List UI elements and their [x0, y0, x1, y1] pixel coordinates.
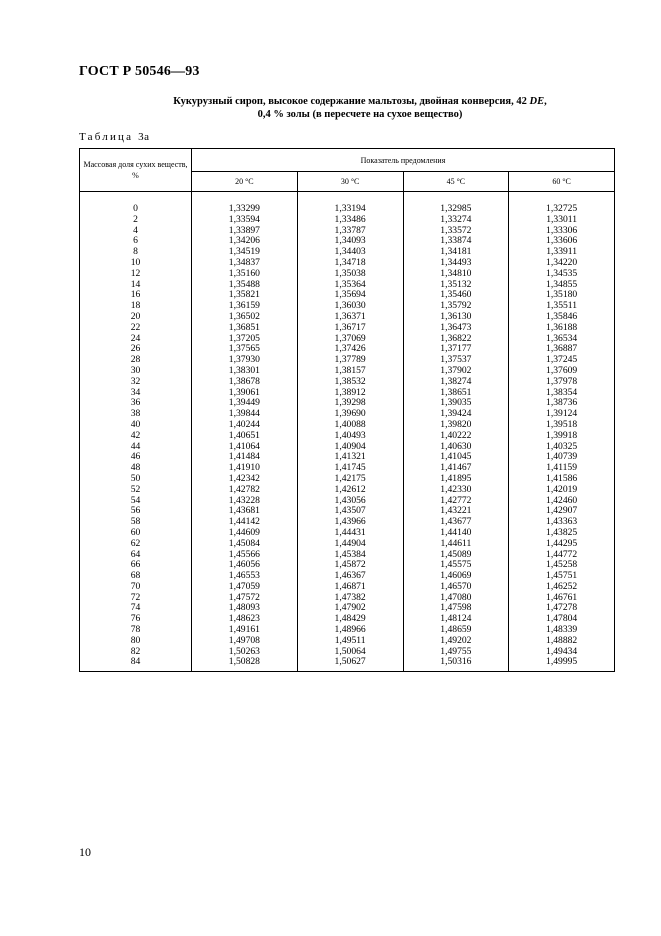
cell-ri-20: 1,47059 — [192, 582, 298, 593]
cell-ri-45: 1,50316 — [403, 657, 509, 671]
cell-ri-45: 1,33572 — [403, 226, 509, 237]
cell-ri-30: 1,44904 — [297, 539, 403, 550]
cell-ri-45: 1,39424 — [403, 409, 509, 420]
table-row — [80, 323, 615, 334]
cell-ri-45: 1,39035 — [403, 398, 509, 409]
table-row — [80, 657, 615, 671]
cell-ri-45: 1,44140 — [403, 528, 509, 539]
cell-ri-60: 1,45258 — [509, 560, 615, 571]
table-row — [80, 377, 615, 388]
cell-ri-30: 1,50627 — [297, 657, 403, 671]
cell-ri-20: 1,35488 — [192, 280, 298, 291]
table-label-number: 3а — [138, 131, 150, 143]
cell-dry-matter: 36 — [80, 398, 192, 409]
cell-dry-matter: 18 — [80, 301, 192, 312]
cell-dry-matter: 4 — [80, 226, 192, 237]
cell-dry-matter: 46 — [80, 452, 192, 463]
cell-dry-matter: 24 — [80, 334, 192, 345]
cell-dry-matter: 70 — [80, 582, 192, 593]
cell-ri-60: 1,45751 — [509, 571, 615, 582]
caption-line-1-end: , — [544, 96, 547, 107]
cell-dry-matter: 44 — [80, 442, 192, 453]
cell-ri-20: 1,39061 — [192, 388, 298, 399]
cell-dry-matter: 26 — [80, 344, 192, 355]
table-label — [79, 131, 150, 143]
table-row — [80, 485, 615, 496]
cell-dry-matter: 34 — [80, 388, 192, 399]
table-row — [80, 431, 615, 442]
cell-ri-60: 1,40325 — [509, 442, 615, 453]
cell-ri-30: 1,41321 — [297, 452, 403, 463]
cell-ri-30: 1,40904 — [297, 442, 403, 453]
table-row — [80, 269, 615, 280]
cell-ri-30: 1,45384 — [297, 550, 403, 561]
cell-ri-45: 1,38274 — [403, 377, 509, 388]
cell-ri-45: 1,40630 — [403, 442, 509, 453]
caption-line-1 — [100, 95, 620, 108]
cell-ri-30: 1,36030 — [297, 301, 403, 312]
cell-ri-30: 1,34718 — [297, 258, 403, 269]
cell-ri-45: 1,37902 — [403, 366, 509, 377]
cell-ri-30: 1,46367 — [297, 571, 403, 582]
cell-ri-45: 1,40222 — [403, 431, 509, 442]
cell-ri-20: 1,34206 — [192, 236, 298, 247]
cell-ri-60: 1,35180 — [509, 290, 615, 301]
cell-ri-20: 1,38678 — [192, 377, 298, 388]
cell-ri-60: 1,33606 — [509, 236, 615, 247]
cell-ri-30: 1,40493 — [297, 431, 403, 442]
table-row — [80, 539, 615, 550]
cell-ri-30: 1,37789 — [297, 355, 403, 366]
cell-dry-matter: 78 — [80, 625, 192, 636]
cell-ri-45: 1,47598 — [403, 603, 509, 614]
cell-ri-30: 1,34403 — [297, 247, 403, 258]
cell-dry-matter: 2 — [80, 215, 192, 226]
cell-ri-30: 1,41745 — [297, 463, 403, 474]
cell-ri-20: 1,35160 — [192, 269, 298, 280]
cell-ri-20: 1,49161 — [192, 625, 298, 636]
cell-ri-60: 1,34535 — [509, 269, 615, 280]
cell-ri-30: 1,37069 — [297, 334, 403, 345]
cell-dry-matter: 72 — [80, 593, 192, 604]
caption-de-abbrev: DE — [529, 96, 545, 107]
cell-ri-20: 1,47572 — [192, 593, 298, 604]
cell-ri-20: 1,50828 — [192, 657, 298, 671]
cell-ri-45: 1,48659 — [403, 625, 509, 636]
cell-ri-45: 1,46069 — [403, 571, 509, 582]
header-refraction-index: Показатель предомления — [192, 149, 615, 172]
document-id: ГОСТ Р 50546—93 — [79, 64, 200, 79]
cell-ri-20: 1,37565 — [192, 344, 298, 355]
cell-dry-matter: 28 — [80, 355, 192, 366]
cell-ri-60: 1,39124 — [509, 409, 615, 420]
cell-dry-matter: 74 — [80, 603, 192, 614]
cell-ri-20: 1,41910 — [192, 463, 298, 474]
cell-ri-30: 1,35038 — [297, 269, 403, 280]
cell-ri-20: 1,46056 — [192, 560, 298, 571]
cell-ri-45: 1,34181 — [403, 247, 509, 258]
cell-ri-60: 1,47804 — [509, 614, 615, 625]
cell-dry-matter: 58 — [80, 517, 192, 528]
cell-ri-60: 1,34220 — [509, 258, 615, 269]
cell-ri-20: 1,42782 — [192, 485, 298, 496]
cell-ri-60: 1,33911 — [509, 247, 615, 258]
cell-ri-20: 1,38301 — [192, 366, 298, 377]
cell-ri-30: 1,48429 — [297, 614, 403, 625]
table-label-word: Таблица — [79, 131, 134, 143]
cell-ri-60: 1,46252 — [509, 582, 615, 593]
cell-ri-60: 1,37978 — [509, 377, 615, 388]
cell-ri-30: 1,38532 — [297, 377, 403, 388]
table-row — [80, 215, 615, 226]
cell-ri-45: 1,35792 — [403, 301, 509, 312]
cell-dry-matter: 48 — [80, 463, 192, 474]
cell-ri-30: 1,47902 — [297, 603, 403, 614]
cell-ri-60: 1,49995 — [509, 657, 615, 671]
cell-ri-45: 1,42330 — [403, 485, 509, 496]
cell-ri-20: 1,34519 — [192, 247, 298, 258]
cell-ri-30: 1,33787 — [297, 226, 403, 237]
cell-ri-45: 1,34810 — [403, 269, 509, 280]
cell-ri-45: 1,42772 — [403, 496, 509, 507]
cell-ri-60: 1,37609 — [509, 366, 615, 377]
cell-ri-20: 1,43228 — [192, 496, 298, 507]
cell-ri-60: 1,46761 — [509, 593, 615, 604]
cell-ri-45: 1,38651 — [403, 388, 509, 399]
cell-ri-20: 1,44142 — [192, 517, 298, 528]
header-temp-20: 20 °C — [192, 172, 298, 192]
cell-ri-30: 1,49511 — [297, 636, 403, 647]
cell-ri-30: 1,42612 — [297, 485, 403, 496]
cell-ri-20: 1,46553 — [192, 571, 298, 582]
caption-line-1-text: Кукурузный сироп, высокое содержание мальтозы, двойная конверсия, 42 — [173, 96, 530, 107]
cell-dry-matter: 20 — [80, 312, 192, 323]
cell-dry-matter: 40 — [80, 420, 192, 431]
cell-ri-45: 1,34493 — [403, 258, 509, 269]
cell-ri-60: 1,43825 — [509, 528, 615, 539]
cell-ri-45: 1,48124 — [403, 614, 509, 625]
cell-ri-45: 1,41045 — [403, 452, 509, 463]
cell-ri-60: 1,36188 — [509, 323, 615, 334]
cell-ri-30: 1,36717 — [297, 323, 403, 334]
cell-ri-20: 1,44609 — [192, 528, 298, 539]
cell-ri-45: 1,43221 — [403, 506, 509, 517]
cell-ri-60: 1,35511 — [509, 301, 615, 312]
cell-ri-60: 1,40739 — [509, 452, 615, 463]
table-row — [80, 192, 615, 215]
table-body — [80, 192, 615, 672]
cell-ri-30: 1,43056 — [297, 496, 403, 507]
cell-ri-45: 1,36822 — [403, 334, 509, 345]
cell-dry-matter: 82 — [80, 647, 192, 658]
cell-ri-60: 1,32725 — [509, 192, 615, 215]
cell-ri-60: 1,39918 — [509, 431, 615, 442]
cell-ri-30: 1,43966 — [297, 517, 403, 528]
cell-ri-20: 1,36502 — [192, 312, 298, 323]
cell-ri-45: 1,47080 — [403, 593, 509, 604]
cell-dry-matter: 66 — [80, 560, 192, 571]
cell-ri-30: 1,39690 — [297, 409, 403, 420]
cell-ri-20: 1,45566 — [192, 550, 298, 561]
cell-ri-60: 1,48882 — [509, 636, 615, 647]
cell-ri-20: 1,41484 — [192, 452, 298, 463]
cell-ri-60: 1,42460 — [509, 496, 615, 507]
cell-ri-60: 1,33011 — [509, 215, 615, 226]
cell-dry-matter: 12 — [80, 269, 192, 280]
cell-dry-matter: 50 — [80, 474, 192, 485]
cell-ri-45: 1,41895 — [403, 474, 509, 485]
cell-ri-45: 1,39820 — [403, 420, 509, 431]
cell-ri-60: 1,38354 — [509, 388, 615, 399]
header-temp-45: 45 °C — [403, 172, 509, 192]
cell-ri-30: 1,43507 — [297, 506, 403, 517]
cell-ri-20: 1,36159 — [192, 301, 298, 312]
cell-ri-45: 1,41467 — [403, 463, 509, 474]
cell-ri-30: 1,37426 — [297, 344, 403, 355]
cell-ri-20: 1,39449 — [192, 398, 298, 409]
cell-ri-45: 1,35460 — [403, 290, 509, 301]
cell-ri-30: 1,38912 — [297, 388, 403, 399]
cell-dry-matter: 30 — [80, 366, 192, 377]
cell-dry-matter: 84 — [80, 657, 192, 671]
cell-ri-45: 1,44611 — [403, 539, 509, 550]
cell-ri-30: 1,46871 — [297, 582, 403, 593]
cell-ri-60: 1,34855 — [509, 280, 615, 291]
page-number: 10 — [79, 845, 91, 859]
cell-dry-matter: 76 — [80, 614, 192, 625]
refraction-table — [79, 148, 615, 672]
cell-ri-20: 1,39844 — [192, 409, 298, 420]
cell-ri-60: 1,42019 — [509, 485, 615, 496]
table-caption — [100, 95, 620, 121]
cell-ri-20: 1,33299 — [192, 192, 298, 215]
caption-line-2: 0,4 % золы (в пересчете на сухое вещество) — [257, 109, 463, 120]
cell-ri-20: 1,50263 — [192, 647, 298, 658]
cell-ri-60: 1,44772 — [509, 550, 615, 561]
cell-ri-45: 1,45089 — [403, 550, 509, 561]
cell-ri-30: 1,34093 — [297, 236, 403, 247]
cell-ri-30: 1,39298 — [297, 398, 403, 409]
cell-ri-60: 1,33306 — [509, 226, 615, 237]
cell-ri-20: 1,49708 — [192, 636, 298, 647]
cell-ri-45: 1,49202 — [403, 636, 509, 647]
cell-dry-matter: 42 — [80, 431, 192, 442]
cell-dry-matter: 0 — [80, 192, 192, 215]
cell-dry-matter: 54 — [80, 496, 192, 507]
cell-dry-matter: 6 — [80, 236, 192, 247]
cell-ri-20: 1,41064 — [192, 442, 298, 453]
cell-ri-45: 1,37537 — [403, 355, 509, 366]
cell-dry-matter: 32 — [80, 377, 192, 388]
cell-ri-20: 1,34837 — [192, 258, 298, 269]
cell-ri-30: 1,45872 — [297, 560, 403, 571]
cell-ri-45: 1,32985 — [403, 192, 509, 215]
cell-ri-45: 1,46570 — [403, 582, 509, 593]
cell-ri-45: 1,36473 — [403, 323, 509, 334]
cell-ri-30: 1,38157 — [297, 366, 403, 377]
cell-ri-20: 1,40651 — [192, 431, 298, 442]
cell-ri-30: 1,35364 — [297, 280, 403, 291]
cell-ri-60: 1,48339 — [509, 625, 615, 636]
cell-dry-matter: 64 — [80, 550, 192, 561]
cell-dry-matter: 60 — [80, 528, 192, 539]
cell-ri-60: 1,36887 — [509, 344, 615, 355]
header-temp-60: 60 °C — [509, 172, 615, 192]
cell-dry-matter: 14 — [80, 280, 192, 291]
cell-ri-60: 1,36534 — [509, 334, 615, 345]
cell-ri-30: 1,36371 — [297, 312, 403, 323]
cell-ri-20: 1,33594 — [192, 215, 298, 226]
cell-ri-30: 1,35694 — [297, 290, 403, 301]
cell-ri-20: 1,36851 — [192, 323, 298, 334]
cell-ri-20: 1,37930 — [192, 355, 298, 366]
cell-dry-matter: 52 — [80, 485, 192, 496]
cell-ri-20: 1,42342 — [192, 474, 298, 485]
cell-dry-matter: 68 — [80, 571, 192, 582]
cell-dry-matter: 62 — [80, 539, 192, 550]
cell-ri-30: 1,40088 — [297, 420, 403, 431]
header-temp-30: 30 °C — [297, 172, 403, 192]
cell-ri-60: 1,37245 — [509, 355, 615, 366]
cell-dry-matter: 38 — [80, 409, 192, 420]
cell-ri-60: 1,41586 — [509, 474, 615, 485]
cell-ri-60: 1,35846 — [509, 312, 615, 323]
cell-ri-45: 1,45575 — [403, 560, 509, 571]
cell-ri-20: 1,48093 — [192, 603, 298, 614]
header-dry-matter: Массовая доля сухих веществ, % — [80, 149, 192, 192]
cell-ri-30: 1,42175 — [297, 474, 403, 485]
cell-dry-matter: 56 — [80, 506, 192, 517]
cell-ri-20: 1,48623 — [192, 614, 298, 625]
cell-ri-45: 1,35132 — [403, 280, 509, 291]
cell-ri-45: 1,33274 — [403, 215, 509, 226]
cell-dry-matter: 10 — [80, 258, 192, 269]
cell-ri-45: 1,33874 — [403, 236, 509, 247]
cell-ri-20: 1,40244 — [192, 420, 298, 431]
cell-ri-60: 1,49434 — [509, 647, 615, 658]
cell-ri-60: 1,47278 — [509, 603, 615, 614]
cell-ri-45: 1,49755 — [403, 647, 509, 658]
cell-ri-30: 1,48966 — [297, 625, 403, 636]
cell-ri-20: 1,45084 — [192, 539, 298, 550]
cell-dry-matter: 22 — [80, 323, 192, 334]
cell-dry-matter: 16 — [80, 290, 192, 301]
cell-ri-45: 1,36130 — [403, 312, 509, 323]
cell-ri-20: 1,33897 — [192, 226, 298, 237]
cell-ri-60: 1,41159 — [509, 463, 615, 474]
cell-ri-30: 1,33486 — [297, 215, 403, 226]
cell-ri-30: 1,44431 — [297, 528, 403, 539]
cell-ri-45: 1,37177 — [403, 344, 509, 355]
cell-ri-60: 1,44295 — [509, 539, 615, 550]
cell-ri-45: 1,43677 — [403, 517, 509, 528]
cell-ri-20: 1,43681 — [192, 506, 298, 517]
cell-ri-30: 1,47382 — [297, 593, 403, 604]
cell-dry-matter: 80 — [80, 636, 192, 647]
cell-ri-30: 1,33194 — [297, 192, 403, 215]
cell-ri-60: 1,42907 — [509, 506, 615, 517]
cell-ri-60: 1,43363 — [509, 517, 615, 528]
cell-ri-30: 1,50064 — [297, 647, 403, 658]
cell-ri-20: 1,35821 — [192, 290, 298, 301]
cell-ri-60: 1,38736 — [509, 398, 615, 409]
cell-ri-60: 1,39518 — [509, 420, 615, 431]
cell-dry-matter: 8 — [80, 247, 192, 258]
cell-ri-20: 1,37205 — [192, 334, 298, 345]
